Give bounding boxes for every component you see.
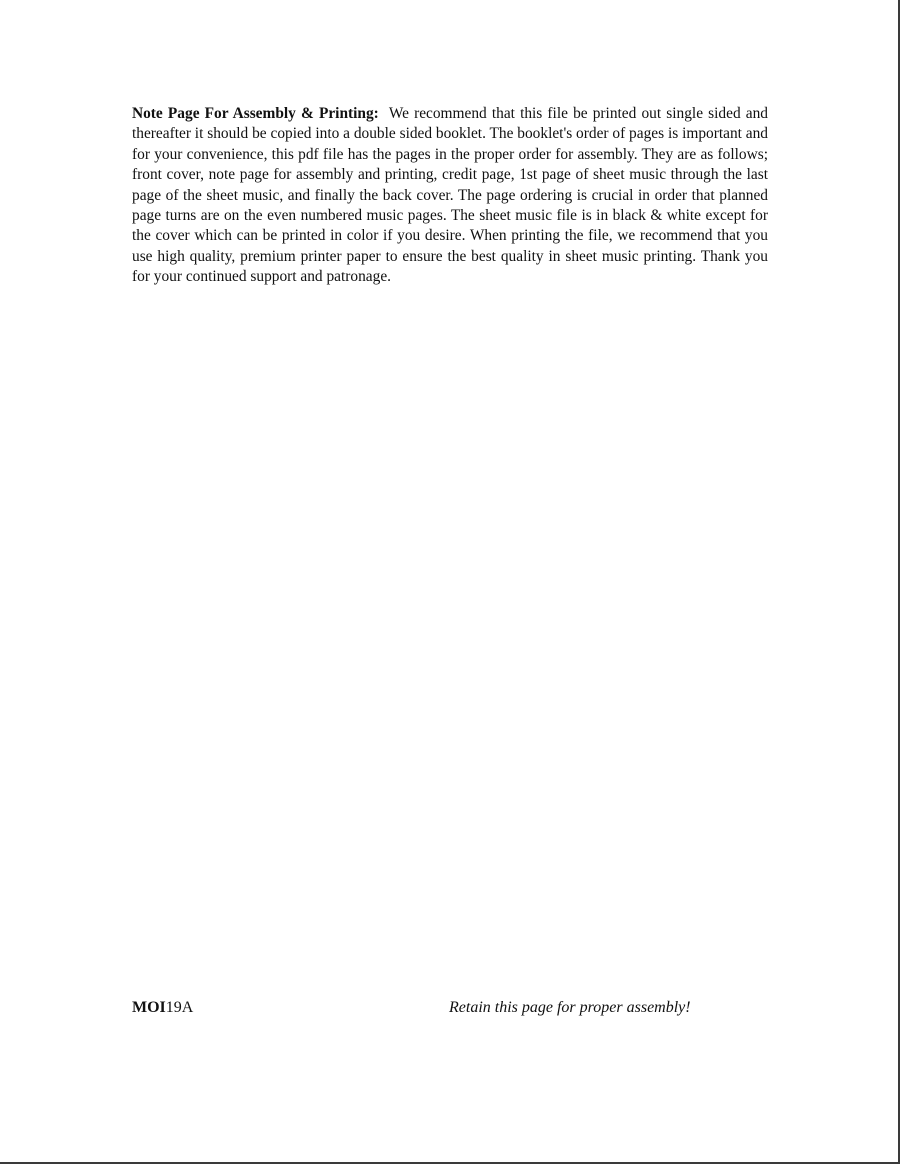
note-body: We recommend that this file be printed out single sided and thereafter it should be copied into a double sided booklet. The booklet's order of pages is important and for your convenience, this pdf file has the pages in the proper order for assembly. They are as follows; front cover, note page for assembly and printing, credit page, 1st page of sheet music through the last page of the sheet music, and finally the back cover. The page ordering is crucial in order that planned page turns are on the even numbered music pages. The sheet music file is in black & white except for the cover which can be printed in color if you desire. When printing the file, we recommend that you use high quality, premium printer paper to ensure the best quality in sheet music printing. Thank you for your continued support and patronage. [132, 105, 769, 286]
assembly-note-paragraph [132, 104, 768, 288]
retain-page-note: Retain this page for proper assembly! [449, 999, 691, 1016]
catalog-code-prefix: MOI [132, 999, 166, 1016]
catalog-code [132, 998, 193, 1018]
catalog-code-suffix: 19A [165, 999, 194, 1016]
note-heading: Note Page For Assembly & Printing: [132, 105, 379, 122]
